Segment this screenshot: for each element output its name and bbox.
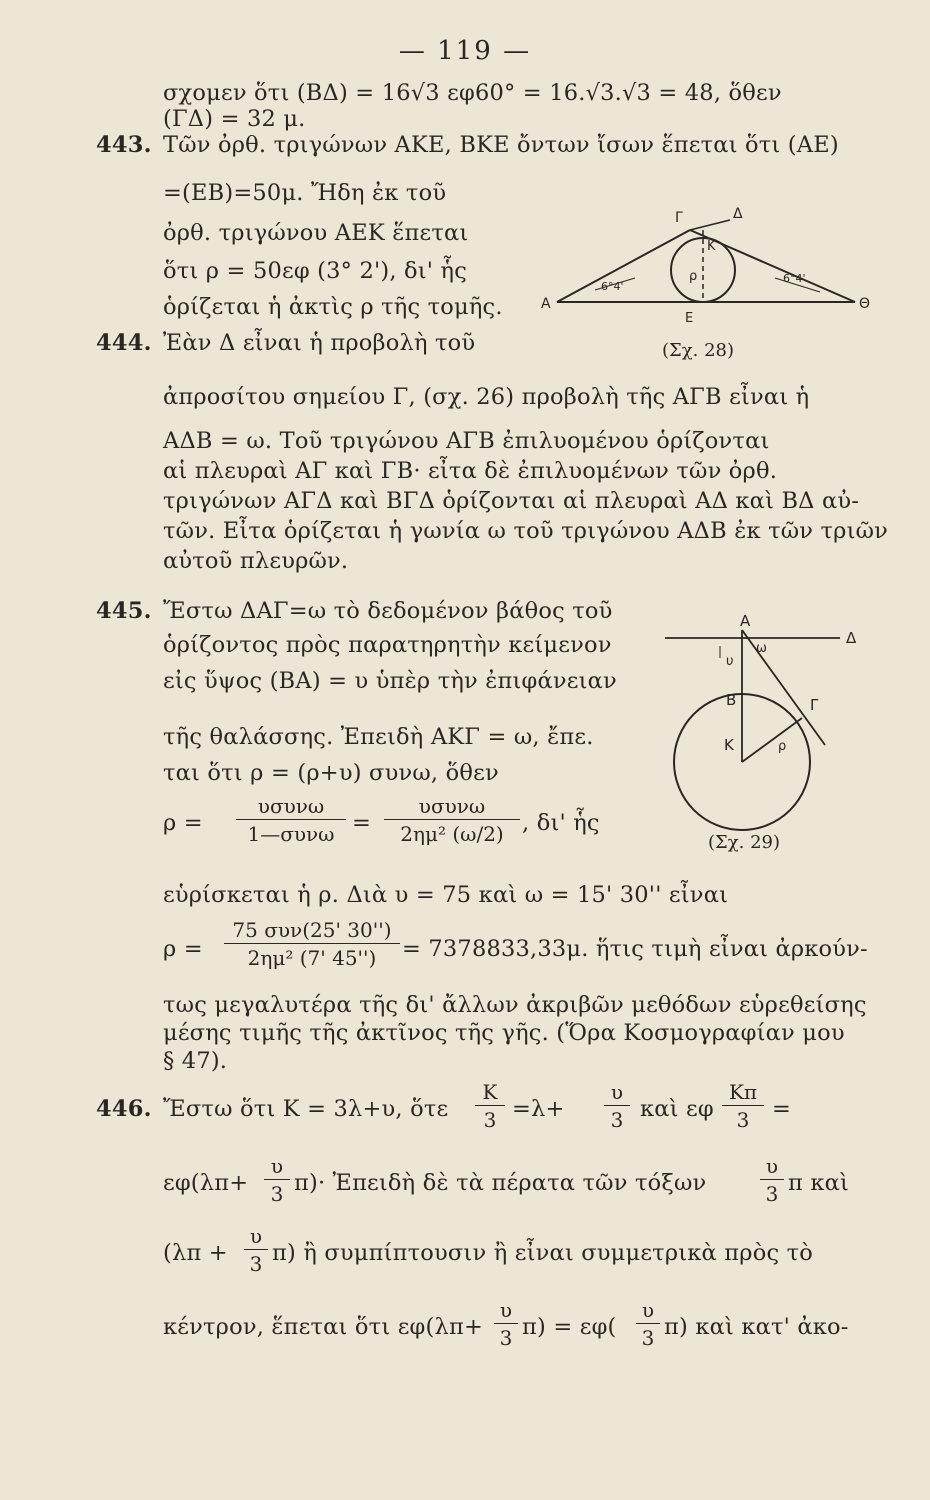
fraction-numerator: Κπ: [722, 1080, 764, 1106]
text-line: εφ(λπ+: [163, 1170, 249, 1196]
text-line: Ἔστω ὅτι Κ = 3λ+υ, ὅτε: [163, 1096, 449, 1122]
fig28-label-k: Κ: [707, 239, 716, 254]
fraction-numerator: υ: [636, 1298, 660, 1324]
text-line: τῆς θαλάσσης. Ἐπειδὴ ΑΚΓ = ω, ἔπε.: [163, 724, 594, 750]
text-line: ται ὅτι ρ = (ρ+υ) συνω, ὅθεν: [163, 760, 499, 786]
fraction-denominator: 3: [765, 1182, 779, 1206]
figure-29: [660, 610, 870, 840]
text-line: =λ+: [512, 1096, 565, 1122]
fraction: [475, 1080, 505, 1132]
text-line: ὀρθ. τριγώνου ΑΕΚ ἕπεται: [163, 220, 469, 246]
fraction-numerator: υ: [760, 1154, 784, 1180]
fraction-denominator: 3: [483, 1108, 497, 1132]
figure-28: [535, 200, 875, 330]
text-line: Τῶν ὀρθ. τριγώνων ΑΚΕ, ΒΚΕ ὄντων ἴσων ἕπεται ὅτι (ΑΕ): [163, 132, 839, 158]
fraction: [722, 1080, 764, 1132]
text-line: καὶ εφ: [640, 1096, 714, 1122]
text-line: τως μεγαλυτέρα τῆς δι' ἄλλων ἀκριβῶν μεθόδων εὑρεθείσης: [163, 992, 867, 1018]
text-line: μέσης τιμῆς τῆς ἀκτῖνος τῆς γῆς. (Ὅρα Κοσμογραφίαν μου: [163, 1020, 845, 1046]
text-line: κέντρον, ἕπεται ὅτι εφ(λπ+: [163, 1314, 483, 1340]
fraction-denominator: 3: [499, 1326, 513, 1350]
fraction: [384, 794, 520, 846]
figure-28-caption: (Σχ. 28): [662, 340, 735, 361]
fig29-label-d: Δ: [846, 629, 857, 647]
fraction-numerator: υ: [604, 1080, 630, 1106]
fig28-label-angle-left: 6°4': [601, 280, 624, 293]
fraction-denominator: 2ημ² (7' 45''): [247, 946, 377, 970]
fraction-denominator: 3: [270, 1182, 284, 1206]
problem-number: 446.: [96, 1096, 152, 1122]
fig28-label-e: Ε: [685, 311, 694, 326]
text-line: ὅτι ρ = 50εφ (3° 2'), δι' ἧς: [163, 258, 468, 284]
text-line: =: [772, 1096, 792, 1122]
fig29-label-b: Β: [726, 691, 737, 709]
text-line: σχομεν ὅτι (ΒΔ) = 16√3 εφ60° = 16.√3.√3 = 48, ὅθεν: [163, 80, 782, 106]
equals-sign: =: [352, 810, 372, 836]
fraction-denominator: 1—συνω: [247, 822, 335, 846]
text-line: § 47).: [163, 1048, 228, 1074]
fraction-numerator: υ: [264, 1154, 290, 1180]
fraction-numerator: υσυνω: [236, 794, 346, 820]
text-line: = 7378833,33μ. ἥτις τιμὴ εἶναι ἀρκούν-: [402, 936, 868, 962]
text-line: ἀπροσίτου σημείου Γ, (σχ. 26) προβολὴ τῆς ΑΓΒ εἶναι ἡ: [163, 384, 810, 410]
text-line: π)· Ἐπειδὴ δὲ τὰ πέρατα τῶν τόξων: [294, 1170, 707, 1196]
fig29-label-g: Γ: [810, 696, 819, 714]
fraction-denominator: 3: [641, 1326, 655, 1350]
text-line: ὁρίζοντος πρὸς παρατηρητὴν κείμενον: [163, 632, 612, 658]
text-line: π) καὶ κατ' ἀκο-: [664, 1314, 849, 1340]
fraction: [636, 1298, 660, 1350]
text-line: τῶν. Εἶτα ὁρίζεται ἡ γωνία ω τοῦ τριγώνου ΑΔΒ ἐκ τῶν τριῶν: [163, 518, 889, 544]
text-line: π) = εφ(: [522, 1314, 617, 1340]
figure-29-caption: (Σχ. 29): [708, 832, 781, 853]
fraction: [224, 918, 400, 970]
fig28-label-rho: ρ: [689, 269, 698, 284]
problem-number: 445.: [96, 598, 152, 624]
text-line: Ἔστω ΔΑΓ=ω τὸ δεδομένον βάθος τοῦ: [163, 598, 613, 624]
text-line: ΑΔΒ = ω. Τοῦ τριγώνου ΑΓΒ ἐπιλυομένου ὁρίζονται: [163, 428, 770, 454]
text-line: εἰς ὕψος (ΒΑ) = υ ὑπὲρ τὴν ἐπιφάνειαν: [163, 668, 617, 694]
fraction: [264, 1154, 290, 1206]
text-line: τριγώνων ΑΓΔ καὶ ΒΓΔ ὁρίζονται αἱ πλευραὶ ΑΔ καὶ ΒΔ αὐ-: [163, 488, 860, 514]
fraction-denominator: 3: [249, 1252, 263, 1276]
text-line: αἱ πλευραὶ ΑΓ καὶ ΓΒ· εἶτα δὲ ἐπιλυομένων τῶν ὀρθ.: [163, 458, 778, 484]
fraction-denominator: 2ημ² (ω/2): [400, 822, 504, 846]
text-line: αὐτοῦ πλευρῶν.: [163, 548, 349, 574]
fraction-numerator: υ: [494, 1298, 518, 1324]
fraction: [236, 794, 346, 846]
fig29-label-omega: ω: [756, 641, 767, 656]
fig28-label-a: Α: [541, 296, 551, 312]
fig29-label-u: υ: [726, 654, 734, 669]
page-number: — 119 —: [398, 36, 532, 66]
fraction-denominator: 3: [736, 1108, 750, 1132]
text-line: εὑρίσκεται ἡ ρ. Διὰ υ = 75 καὶ ω = 15' 30'' εἶναι: [163, 882, 729, 908]
text-line: =(ΕΒ)=50μ. Ἤδη ἐκ τοῦ: [163, 180, 447, 206]
problem-number: 443.: [96, 132, 152, 158]
formula-rho-lhs: ρ =: [163, 810, 203, 836]
text-line: , δι' ἧς: [522, 810, 600, 836]
fig28-label-angle-right: 6°4': [783, 272, 806, 285]
fraction-numerator: υ: [244, 1224, 268, 1250]
fraction-numerator: υσυνω: [384, 794, 520, 820]
fraction: [604, 1080, 630, 1132]
formula-rho-lhs: ρ =: [163, 936, 203, 962]
fig29-label-k: Κ: [724, 736, 734, 754]
fraction: [760, 1154, 784, 1206]
text-line: ὁρίζεται ἡ ἀκτὶς ρ τῆς τομῆς.: [163, 294, 503, 320]
text-line: (λπ +: [163, 1240, 228, 1266]
text-line: π) ἢ συμπίπτουσιν ἢ εἶναι συμμετρικὰ πρὸς τὸ: [272, 1240, 813, 1266]
problem-number: 444.: [96, 330, 152, 356]
text-line: π καὶ: [788, 1170, 850, 1196]
text-line: Ἐὰν Δ εἶναι ἡ προβολὴ τοῦ: [163, 330, 476, 356]
fraction-numerator: 75 συν(25' 30''): [224, 918, 400, 944]
fraction-numerator: Κ: [475, 1080, 505, 1106]
fraction-denominator: 3: [610, 1108, 624, 1132]
fig29-label-rho: ρ: [778, 739, 787, 754]
fraction: [494, 1298, 518, 1350]
fig28-label-g: Γ: [675, 210, 683, 226]
fraction: [244, 1224, 268, 1276]
fig28-label-theta: Θ: [859, 296, 871, 312]
fig28-label-d: Δ: [733, 206, 743, 222]
text-line: (ΓΔ) = 32 μ.: [163, 106, 306, 132]
fig29-label-a: Α: [740, 612, 751, 630]
